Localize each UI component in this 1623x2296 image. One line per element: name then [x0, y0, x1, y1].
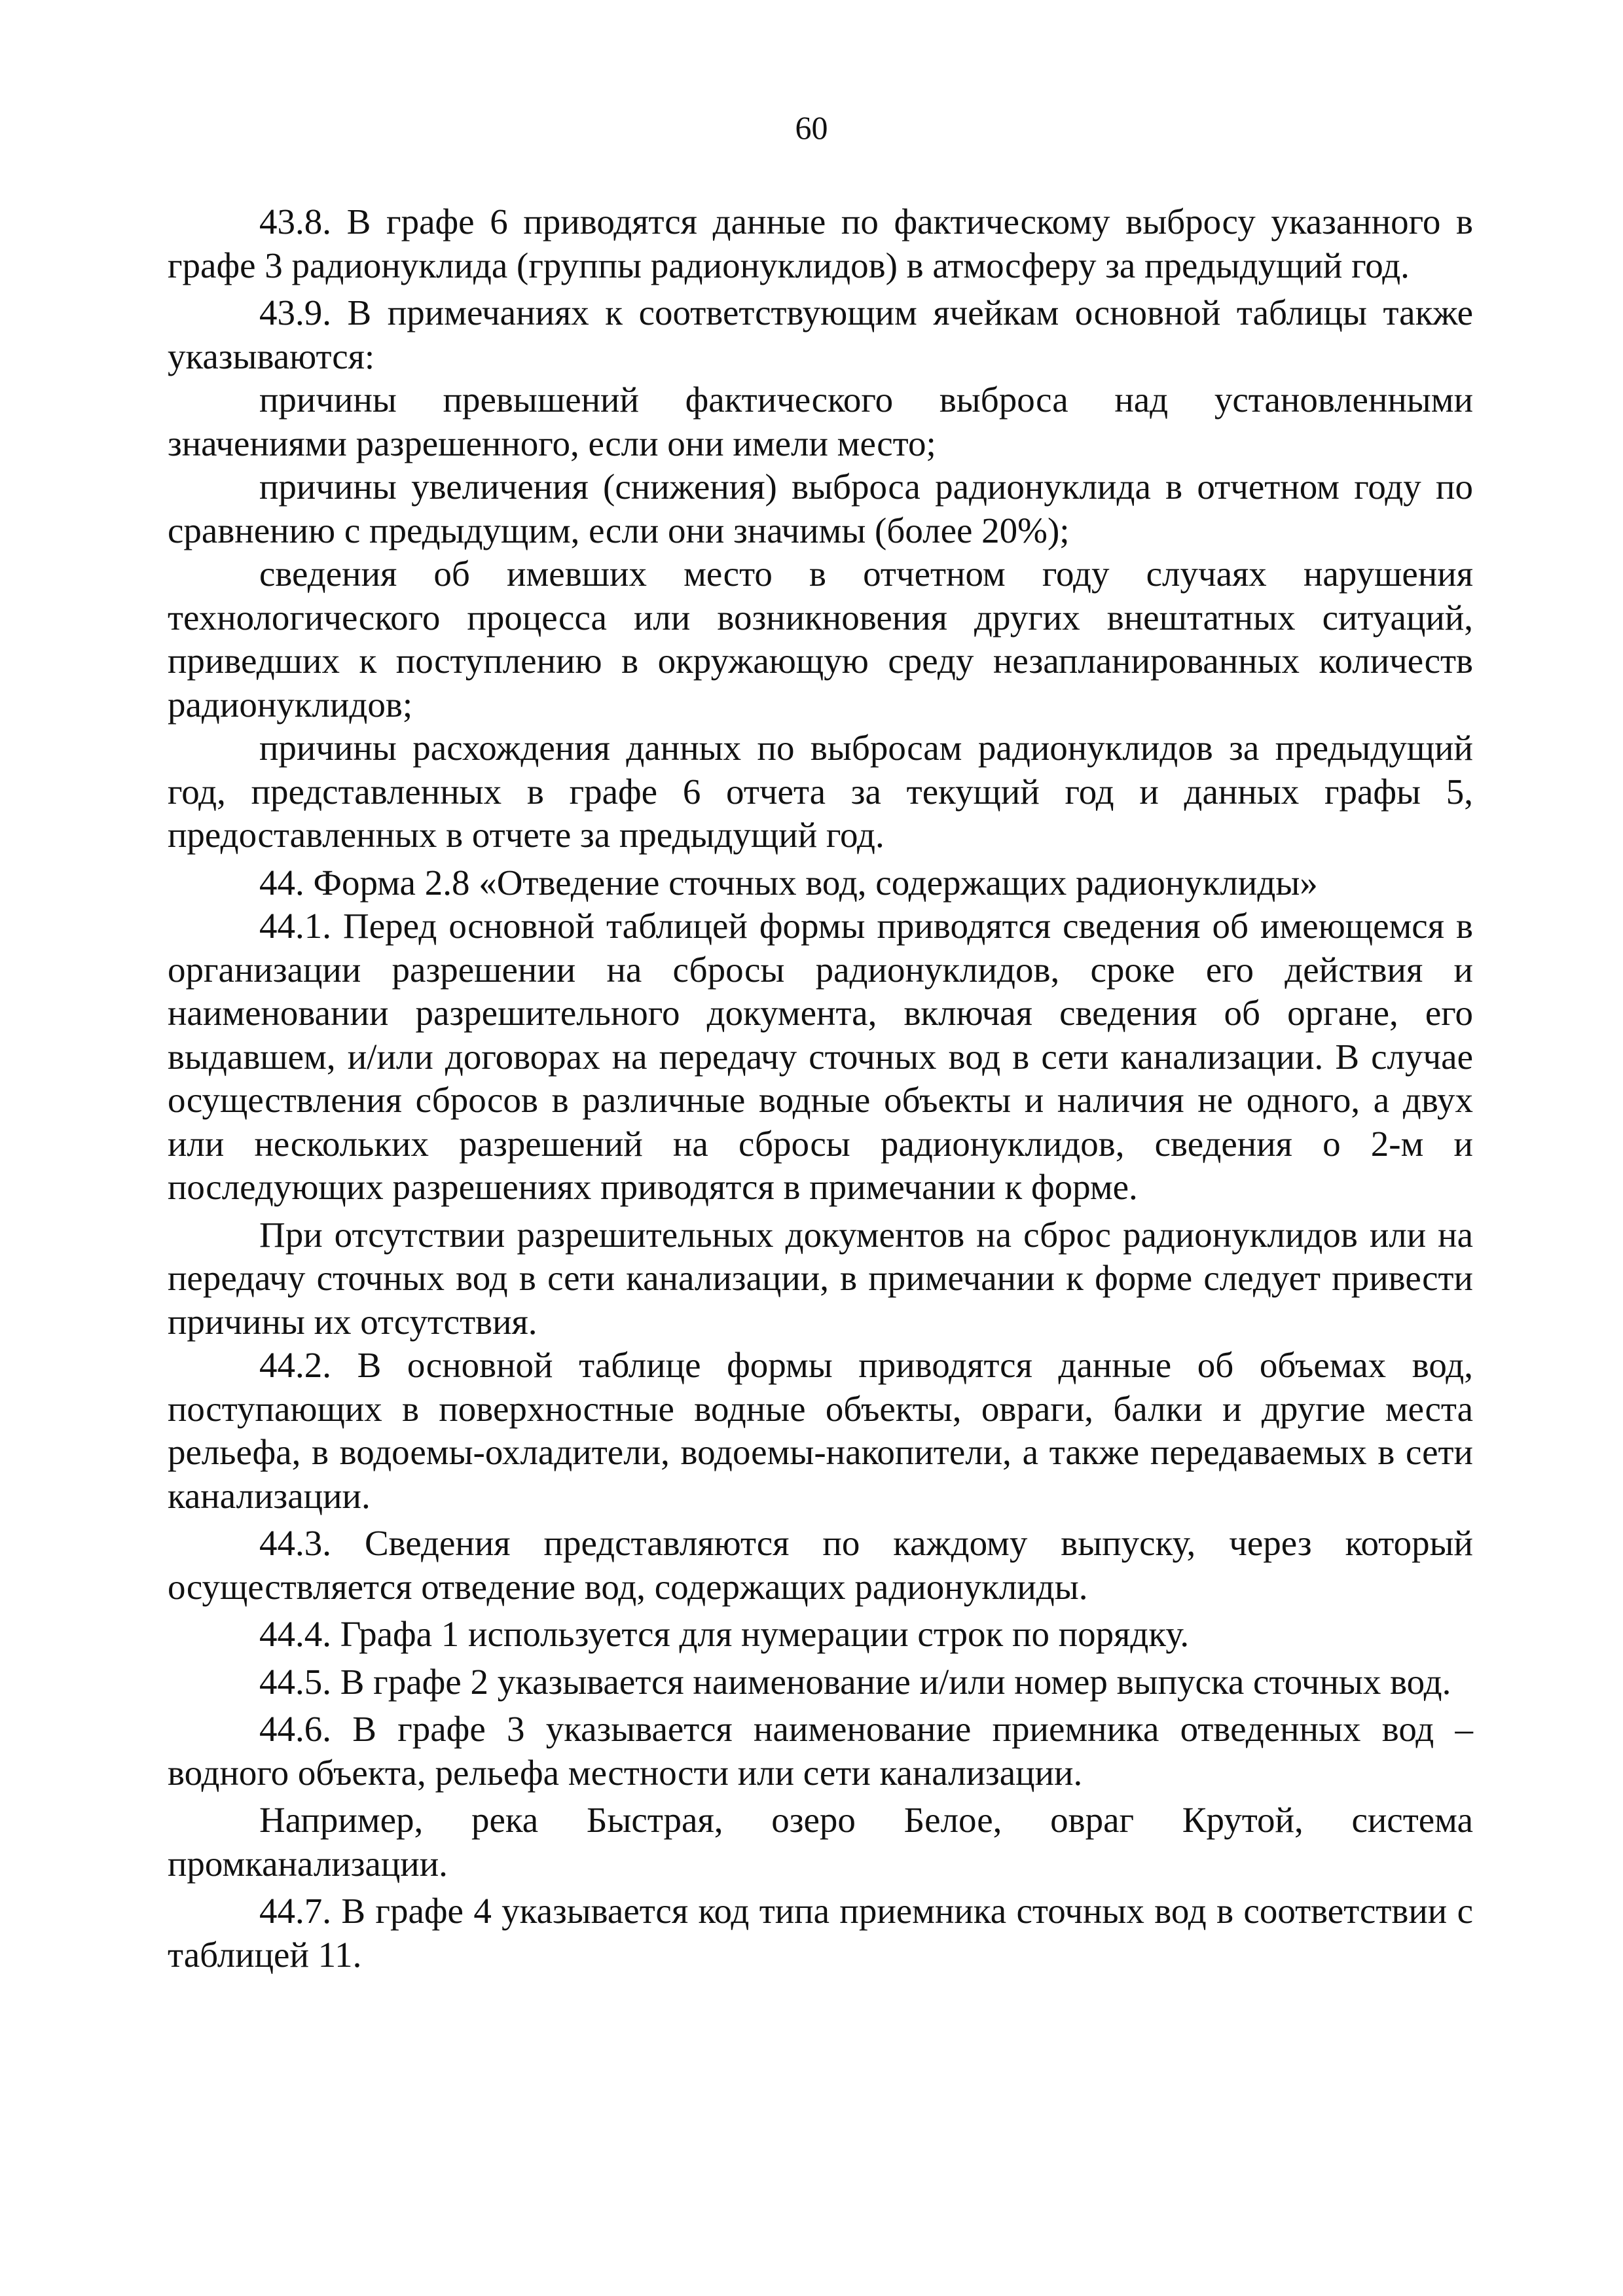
list-item-increase-reasons: причины увеличения (снижения) выброса радионуклида в отчетном году по сравнению с предыдущим, если они значимы (более 20%); — [168, 467, 1473, 550]
paragraph-example: Например, река Быстрая, озеро Белое, овраг Крутой, система промканализации. — [168, 1800, 1473, 1884]
page-number: 60 — [795, 109, 828, 146]
paragraph-44-5: 44.5. В графе 2 указывается наименование и/или номер выпуска сточных вод. — [259, 1661, 1451, 1702]
document-body — [168, 200, 1473, 1977]
section-heading-44: 44. Форма 2.8 «Отведение сточных вод, содержащих радионуклиды» — [259, 862, 1318, 903]
paragraph-44-7: 44.7. В графе 4 указывается код типа приемника сточных вод в соответствии с таблицей 11. — [168, 1891, 1473, 1975]
paragraph-44-4: 44.4. Графа 1 используется для нумерации строк по порядку. — [259, 1614, 1190, 1654]
paragraph-43-9: 43.9. В примечаниях к соответствующим ячейкам основной таблицы также указываются: — [168, 293, 1473, 376]
paragraph-44-6: 44.6. В графе 3 указывается наименование приемника отведенных вод – водного объекта, рельефа местности или сети канализации. — [168, 1709, 1473, 1793]
paragraph-44-2: 44.2. В основной таблице формы приводятся данные об объемах вод, поступающих в поверхностные водные объекты, овраги, балки и другие места рельефа, в водоемы-охладители, водоемы-накопители, а также передаваемых в сети канализации. — [168, 1345, 1473, 1516]
paragraph-no-permits: При отсутствии разрешительных документов на сброс радионуклидов или на передачу сточных вод в сети канализации, в примечании к форме следует привести причины их отсутствия. — [168, 1214, 1473, 1342]
paragraph-43-8: 43.8. В графе 6 приводятся данные по фактическому выбросу указанного в графе 3 радионуклида (группы радионуклидов) в атмосферу за предыдущий год. — [168, 202, 1473, 285]
paragraph-44-1: 44.1. Перед основной таблицей формы приводятся сведения об имеющемся в организации разрешении на сбросы радионуклидов, сроке его действия и наименовании разрешительного документа, включая сведения об органе, его выдавшем, и/или договорах на передачу сточных вод в сети канализации. В случае осуществления сбросов в различные водные объекты и наличия не одного, а двух или нескольких разрешений на сбросы радионуклидов, сведения о 2-м и последующих разрешениях приводятся в примечании к форме. — [168, 906, 1473, 1207]
list-item-discrepancy-reasons: причины расхождения данных по выбросам радионуклидов за предыдущий год, представленных в графе 6 отчета за текущий год и данных графы 5, предоставленных в отчете за предыдущий год. — [168, 728, 1473, 855]
list-item-excess-reasons: причины превышений фактического выброса над установленными значениями разрешенного, если они имели место; — [168, 380, 1473, 463]
list-item-violations: сведения об имевших место в отчетном году случаях нарушения технологического процесса или возникновения других внештатных ситуаций, приведших к поступлению в окружающую среду незапланированных количеств радионуклидов; — [168, 554, 1473, 725]
paragraph-44-3: 44.3. Сведения представляются по каждому выпуску, через который осуществляется отведение вод, содержащих радионуклиды. — [168, 1523, 1473, 1607]
